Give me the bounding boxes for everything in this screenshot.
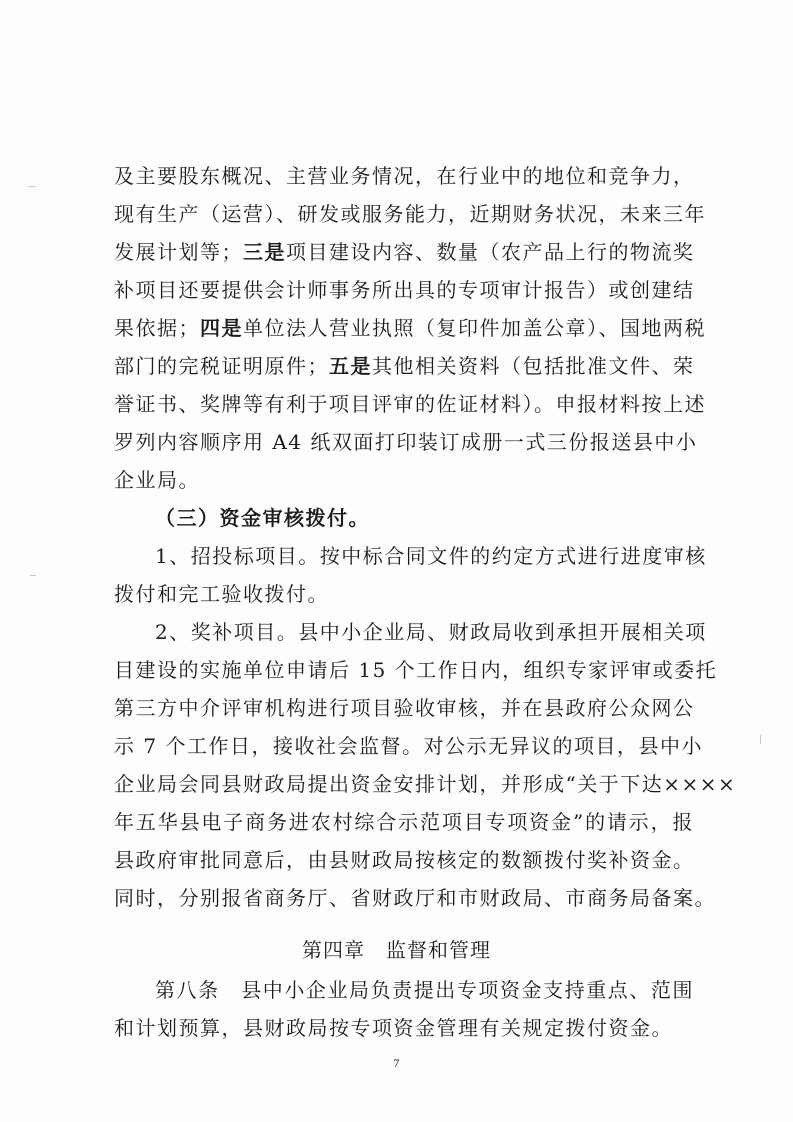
paragraph-line xyxy=(114,351,694,381)
paragraph-line: 示 7 个工作日，接收社会监督。对公示无异议的项目，县中小 xyxy=(114,734,703,758)
paragraph-line: 2、奖补项目。县中小企业局、财政局收到承担开展相关项 xyxy=(155,620,707,644)
paragraph-line xyxy=(114,313,706,343)
paragraph-line: 拨付和完工验收拨付。 xyxy=(114,582,329,606)
paragraph-line: 1、招投标项目。按中标合同文件的约定方式进行进度审核 xyxy=(155,544,707,568)
chapter-heading: 第四章 监督和管理 xyxy=(302,938,491,962)
emphasis-wu-shi: 五是 xyxy=(329,354,372,378)
text-run: 其他相关资料（包括批准文件、荣 xyxy=(372,354,695,378)
paragraph-line: 罗列内容顺序用 A4 纸双面打印装订成册一式三份报送县中小 xyxy=(114,430,698,454)
text-run: 单位法人营业执照（复印件加盖公章）、国地两税 xyxy=(243,316,706,340)
paragraph-line: 同时，分别报省商务厅、省财政厅和市财政局、市商务局备案。 xyxy=(114,886,716,910)
paragraph-line: 及主要股东概况、主营业务情况，在行业中的地位和竞争力， xyxy=(114,164,695,188)
scan-mark xyxy=(28,186,36,187)
scan-mark xyxy=(30,575,36,576)
paragraph-line: 和计划预算，县财政局按专项资金管理有关规定拨付资金。 xyxy=(114,1016,673,1040)
text-run: 部门的完税证明原件； xyxy=(114,354,329,378)
paragraph-line: 誉证书、奖牌等有利于项目评审的佐证材料）。申报材料按上述 xyxy=(114,392,706,416)
emphasis-san-shi: 三是 xyxy=(243,240,286,264)
section-heading: （三）资金审核拨付。 xyxy=(155,506,370,530)
paragraph-line: 目建设的实施单位申请后 15 个工作日内，组织专家评审或委托 xyxy=(114,658,718,682)
emphasis-si-shi: 四是 xyxy=(200,316,243,340)
text-run: 发展计划等； xyxy=(114,240,243,264)
paragraph-line: 企业局。 xyxy=(114,468,200,492)
paragraph-line: 第三方中介评审机构进行项目验收审核，并在县政府公众网公 xyxy=(114,696,695,720)
page-number: 7 xyxy=(393,1056,400,1070)
scan-mark xyxy=(760,735,761,744)
paragraph-line: 现有生产（运营）、研发或服务能力，近期财务状况，未来三年 xyxy=(114,202,706,226)
paragraph-line: 企业局会同县财政局提出资金安排计划，并形成“关于下达×××× xyxy=(114,772,737,796)
paragraph-line xyxy=(114,237,694,267)
paragraph-line: 年五华县电子商务进农村综合示范项目专项资金”的请示，报 xyxy=(114,810,694,834)
paragraph-line: 县政府审批同意后，由县财政局按核定的数额拨付奖补资金。 xyxy=(114,848,695,872)
text-run: 项目建设内容、数量（农产品上行的物流奖 xyxy=(286,240,695,264)
text-run: 果依据； xyxy=(114,316,200,340)
paragraph-line: 第八条 县中小企业局负责提出专项资金支持重点、范围 xyxy=(155,978,694,1002)
paragraph-line: 补项目还要提供会计师事务所出具的专项审计报告）或创建结 xyxy=(114,278,695,302)
